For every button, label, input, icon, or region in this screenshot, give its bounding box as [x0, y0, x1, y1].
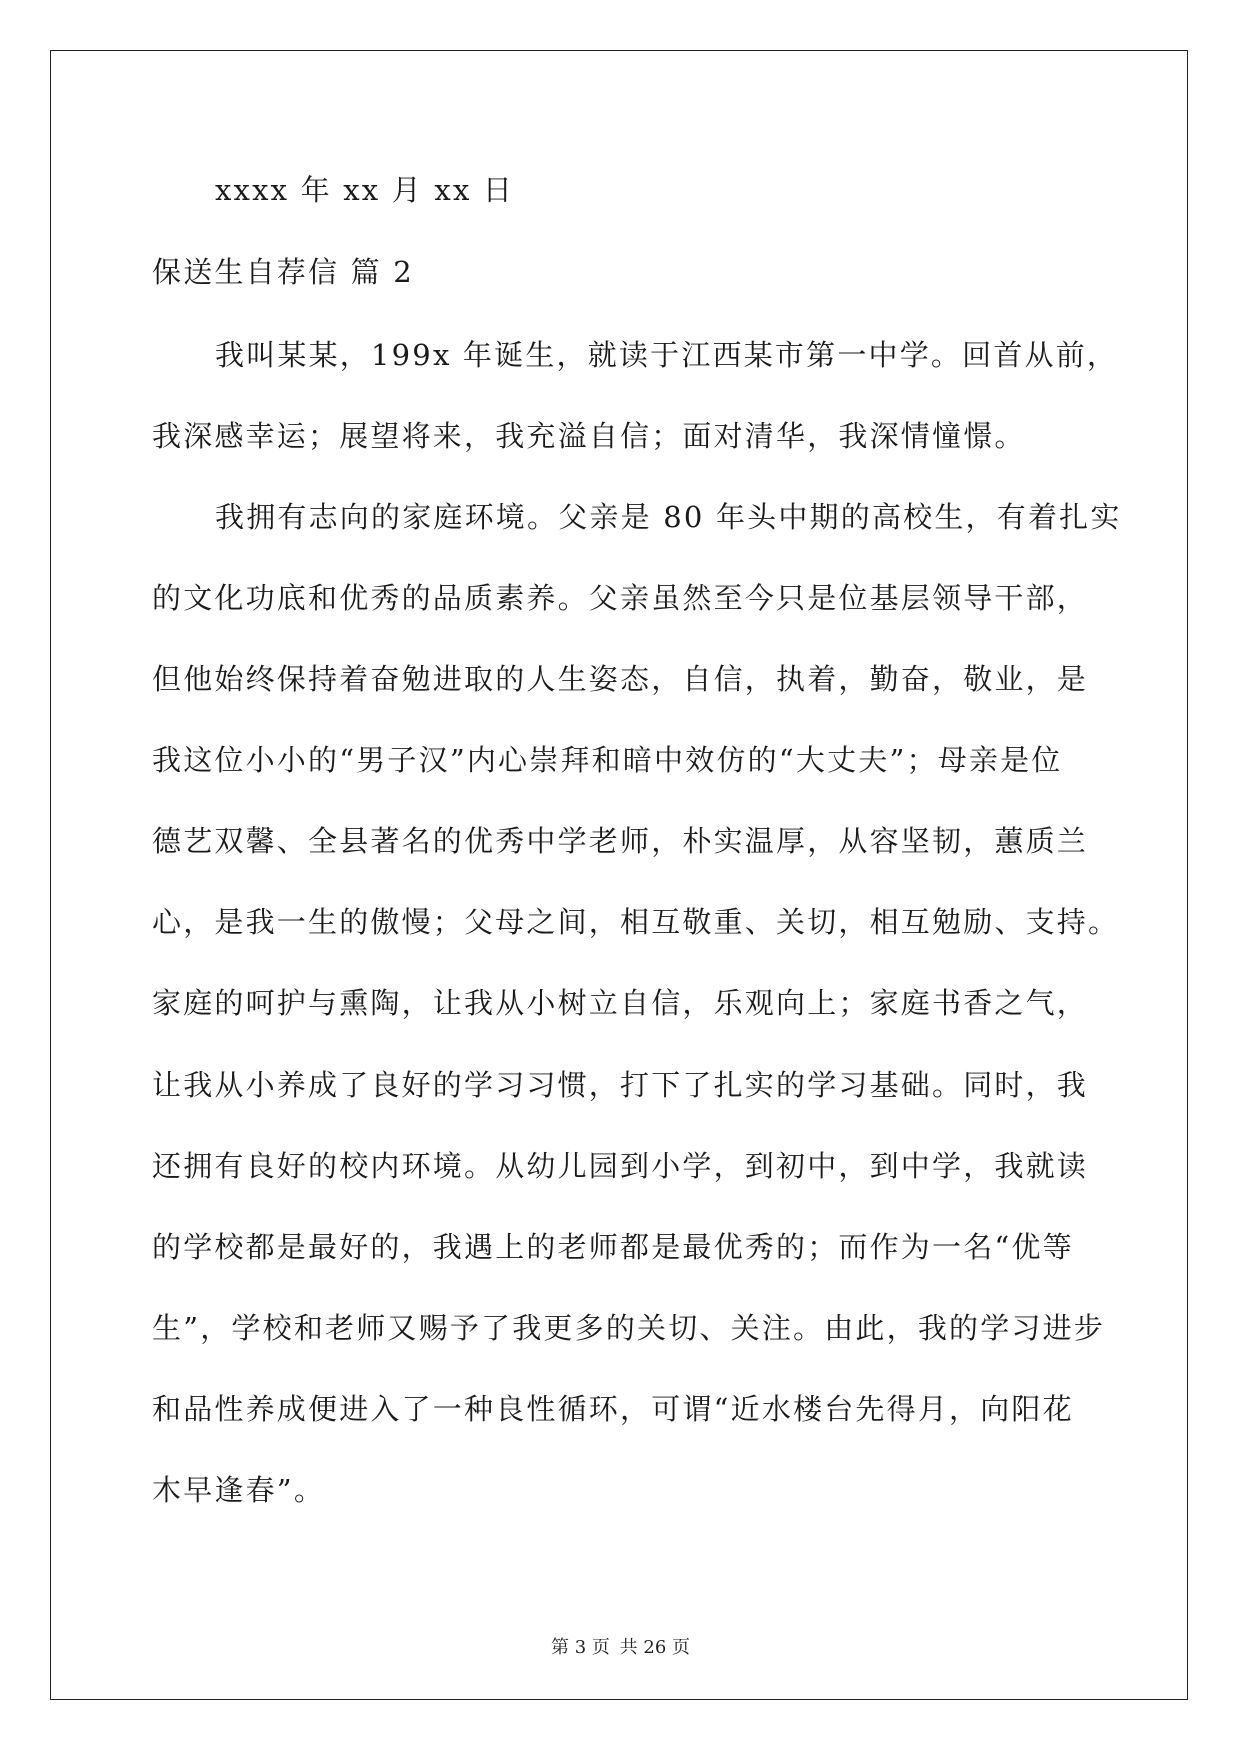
page-footer [0, 1633, 1241, 1659]
paragraph-2-line: 心，是我一生的傲慢；父母之间，相互敬重、关切，相互勉励、支持。 [152, 905, 1120, 939]
paragraph-2-line: 我拥有志向的家庭环境。父亲是 80 年头中期的高校生，有着扎实 [215, 500, 1122, 534]
paragraph-1-line: 我深感幸运；展望将来，我充溢自信；面对清华，我深情憧憬。 [152, 419, 1026, 453]
paragraph-2-line: 让我从小养成了良好的学习习惯，打下了扎实的学习基础。同时，我 [152, 1068, 1089, 1102]
paragraph-2-line: 家庭的呵护与熏陶，让我从小树立自信，乐观向上；家庭书香之气， [152, 986, 1089, 1020]
paragraph-2-line: 还拥有良好的校内环境。从幼儿园到小学，到初中，到中学，我就读 [152, 1149, 1089, 1183]
paragraph-2-line: 但他始终保持着奋勉进取的人生姿态，自信，执着，勤奋，敬业，是 [152, 662, 1089, 696]
paragraph-2-line: 和品性养成便进入了一种良性循环，可谓“近水楼台先得月，向阳花 [152, 1392, 1074, 1426]
date-line: xxxx 年 xx 月 xx 日 [215, 173, 515, 207]
paragraph-1-line: 我叫某某，199x 年诞生，就读于江西某市第一中学。回首从前， [215, 338, 1119, 372]
paragraph-2-line: 生”，学校和老师又赐予了我更多的关切、关注。由此，我的学习进步 [152, 1311, 1106, 1345]
page-border [50, 50, 1188, 1700]
section-heading: 保送生自荐信 篇 2 [152, 255, 414, 289]
page-total: 共 26 页 [619, 1637, 690, 1658]
paragraph-2-line: 木早逢春”。 [152, 1473, 326, 1507]
page-number: 第 3 页 [551, 1637, 610, 1658]
paragraph-2-line: 德艺双馨、全县著名的优秀中学老师，朴实温厚，从容坚韧，蕙质兰 [152, 824, 1089, 858]
paragraph-2-line: 我这位小小的“男子汉”内心崇拜和暗中效仿的“大丈夫”；母亲是位 [152, 743, 1063, 777]
paragraph-2-line: 的学校都是最好的，我遇上的老师都是最优秀的；而作为一名“优等 [152, 1230, 1074, 1264]
paragraph-2-line: 的文化功底和优秀的品质素养。父亲虽然至今只是位基层领导干部， [152, 581, 1089, 615]
